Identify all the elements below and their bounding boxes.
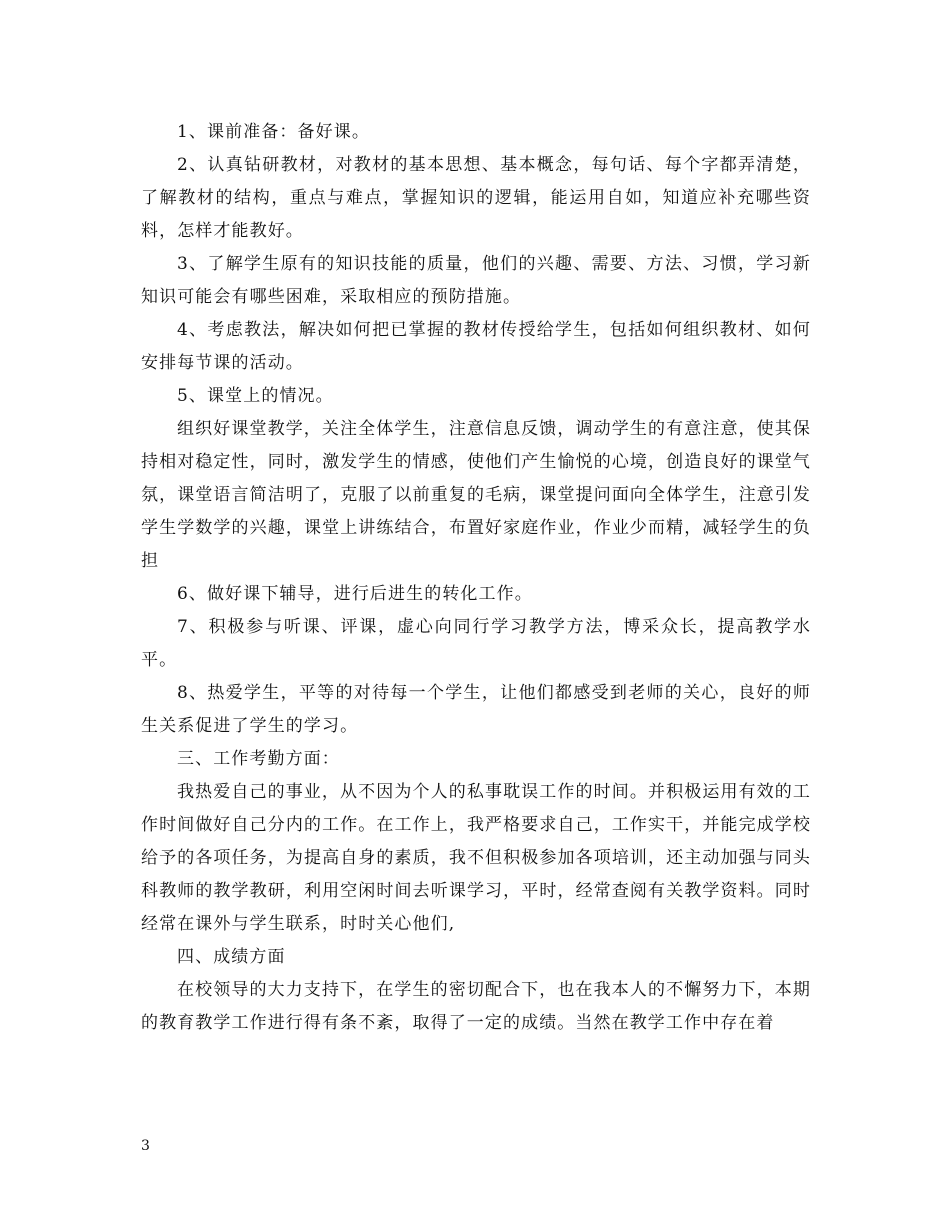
paragraph-study-textbook: 2、认真钻研教材，对教材的基本思想、基本概念，每句话、每个字都弄清楚，了解教材的结构，重点与难点，掌握知识的逻辑，能运用自如，知道应补充哪些资料，怎样才能教好。 [141,155,811,241]
paragraph-peer-review: 7、积极参与听课、评课，虚心向同行学习教学方法，博采众长，提高教学水平。 [141,617,811,670]
paragraph-teaching-method: 4、考虑教法，解决如何把已掌握的教材传授给学生，包括如何组织教材、如何安排每节课的活动。 [141,320,811,373]
section-heading-results: 四、成绩方面 [177,947,286,967]
paragraph-results-details: 在校领导的大力支持下，在学生的密切配合下，也在我本人的不懈努力下，本期的教育教学工作进行得有条不紊，取得了一定的成绩。当然在教学工作中存在着 [141,980,811,1033]
paragraph-tutoring: 6、做好课下辅导，进行后进生的转化工作。 [177,584,533,604]
paragraph-attendance-details: 我热爱自己的事业，从不因为个人的私事耽误工作的时间。并积极运用有效的工作时间做好自己分内的工作。在工作上，我严格要求自己，工作实干，并能完成学校给予的各项任务，为提高自身的素质，我不但积极参加各项培训，还主动加强与同头科教师的教学教研，利用空闲时间去听课学习，平时，经常查阅有关教学资料。同时经常在课外与学生联系，时时关心他们, [141,782,811,934]
paragraph-love-students: 8、热爱学生，平等的对待每一个学生，让他们都感受到老师的关心，良好的师生关系促进了学生的学习。 [141,683,811,736]
section-heading-attendance: 三、工作考勤方面： [177,749,340,769]
paragraph-understand-students: 3、了解学生原有的知识技能的质量，他们的兴趣、需要、方法、习惯，学习新知识可能会有哪些困难，采取相应的预防措施。 [141,254,811,307]
document-body [141,116,811,1040]
paragraph-classroom-details: 组织好课堂教学，关注全体学生，注意信息反馈，调动学生的有意注意，使其保持相对稳定性，同时，激发学生的情感，使他们产生愉悦的心境，创造良好的课堂气氛，课堂语言简洁明了，克服了以前重复的毛病，课堂提问面向全体学生，注意引发学生学数学的兴趣，课堂上讲练结合，布置好家庭作业，作业少而精，减轻学生的负担 [141,419,811,571]
page-number: 3 [141,1138,150,1154]
paragraph-classroom-heading: 5、课堂上的情况。 [177,386,334,406]
paragraph-prep-lesson: 1、课前准备：备好课。 [177,122,370,142]
